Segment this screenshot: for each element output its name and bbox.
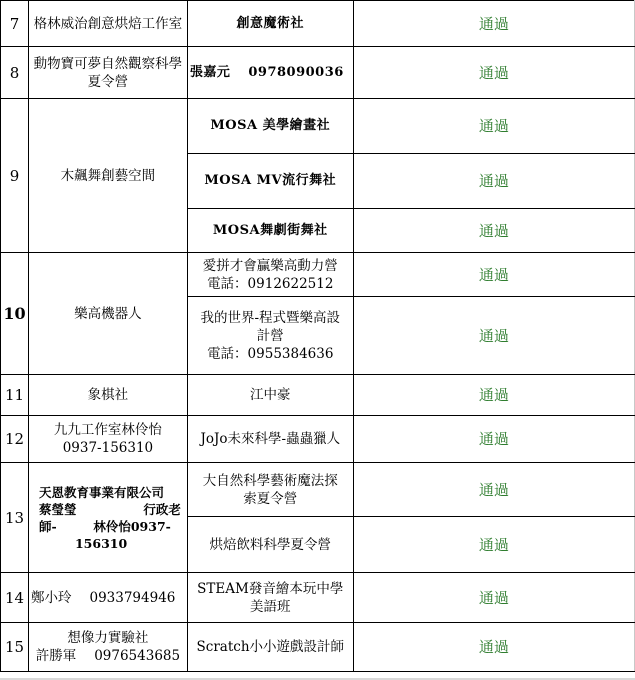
organization-cell — [28, 47, 187, 99]
club-cell — [187, 463, 353, 517]
table-row — [1, 375, 635, 416]
contact-teacher: 林伶怡0937- — [93, 518, 171, 534]
organization-name: 格林威治創意烘焙工作室 — [33, 15, 183, 32]
status-cell: 通過 — [353, 47, 634, 99]
contact-name: 蔡瑩瑩 — [38, 501, 77, 517]
club-name-cont: 計營 — [256, 327, 284, 344]
table-row — [1, 99, 635, 154]
table-row — [1, 47, 635, 99]
club-phone: 電話：0955384636 — [207, 345, 334, 362]
organization-phone: 156310 — [74, 535, 128, 551]
club-name-cont: 索夏令營 — [243, 490, 298, 507]
status-cell: 通過 — [353, 1, 634, 47]
status-cell: 通過 — [353, 154, 634, 209]
organization-name: 天恩教育事業有限公司 — [38, 484, 164, 500]
club-name-cont: 美語班 — [250, 598, 291, 615]
organization-name: 鄭小玲 — [30, 589, 72, 606]
status-cell: 通過 — [353, 517, 634, 573]
organization-cell: 象棋社 — [28, 375, 187, 416]
organization-cell — [28, 463, 187, 573]
club-cell: MOSA 美學繪畫社 — [187, 99, 353, 154]
status-cell: 通過 — [353, 573, 634, 623]
table-row — [1, 573, 635, 623]
table-row — [1, 416, 635, 463]
club-name: STEAM發音繪本玩中學 — [197, 580, 344, 597]
organization-contact — [31, 647, 185, 665]
row-number: 15 — [1, 623, 29, 672]
club-cell: MOSA MV流行舞社 — [187, 154, 353, 209]
status-cell: 通過 — [353, 416, 634, 463]
row-number: 12 — [1, 416, 29, 463]
table-row — [1, 253, 635, 297]
table-row — [1, 1, 635, 47]
club-cell: JoJo未來科學-蟲蟲獵人 — [187, 416, 353, 463]
contact-phone: 0976543685 — [94, 648, 181, 664]
organization-cell: 樂高機器人 — [28, 253, 187, 375]
contact-title-cont: 師- — [38, 518, 57, 534]
club-name: 我的世界-程式暨樂高設 — [200, 309, 341, 326]
status-cell: 通過 — [353, 253, 634, 297]
club-cell: 烘焙飲料科學夏令營 — [187, 517, 353, 573]
row-number: 7 — [1, 1, 29, 47]
status-cell: 通過 — [353, 99, 634, 154]
club-name: 愛拼才會贏樂高動力營 — [202, 257, 338, 274]
organization-cell — [28, 1, 187, 47]
organization-contact — [39, 501, 185, 518]
organization-cell — [28, 416, 187, 463]
contact-phone: 0978090036 — [248, 64, 344, 80]
organization-contact-2 — [39, 518, 185, 535]
organization-cell: 木飆舞創藝空間 — [28, 99, 187, 253]
organization-phone: 0937-156310 — [62, 440, 154, 456]
status-cell: 通過 — [353, 297, 634, 375]
row-number: 13 — [1, 463, 29, 573]
club-cell — [187, 573, 353, 623]
contact-name: 許勝軍 — [35, 648, 77, 664]
organization-cell — [28, 623, 187, 672]
table-row — [1, 463, 635, 517]
status-cell: 通過 — [353, 209, 634, 253]
status-cell: 通過 — [353, 375, 634, 416]
row-number: 9 — [1, 99, 29, 253]
organization-name: 想像力實驗社 — [67, 630, 149, 646]
club-cell: 江中豪 — [187, 375, 353, 416]
contact-title: 行政老 — [143, 501, 181, 517]
row-number: 10 — [1, 253, 29, 375]
club-phone: 電話：0912622512 — [207, 275, 334, 292]
table-row — [1, 623, 635, 672]
row-number: 14 — [1, 573, 29, 623]
club-cell: 創意魔術社 — [187, 1, 353, 47]
organization-phone: 0933794946 — [89, 589, 176, 606]
row-number: 11 — [1, 375, 29, 416]
club-cell — [187, 253, 353, 297]
organization-cell — [28, 573, 187, 623]
club-cell: MOSA舞劇街舞社 — [187, 209, 353, 253]
club-cell — [187, 297, 353, 375]
organization-name: 九九工作室林伶怡 — [53, 422, 162, 438]
contact-name: 張嘉元 — [189, 64, 231, 80]
club-cell: Scratch小小遊戲設計師 — [187, 623, 353, 672]
status-cell: 通過 — [353, 623, 634, 672]
organization-name: 動物寶可夢自然觀察科學夏令營 — [33, 55, 183, 90]
row-number: 8 — [1, 47, 29, 99]
club-name: 大自然科學藝術魔法探 — [202, 472, 338, 489]
status-cell: 通過 — [353, 463, 634, 517]
contact-cell — [187, 47, 353, 99]
